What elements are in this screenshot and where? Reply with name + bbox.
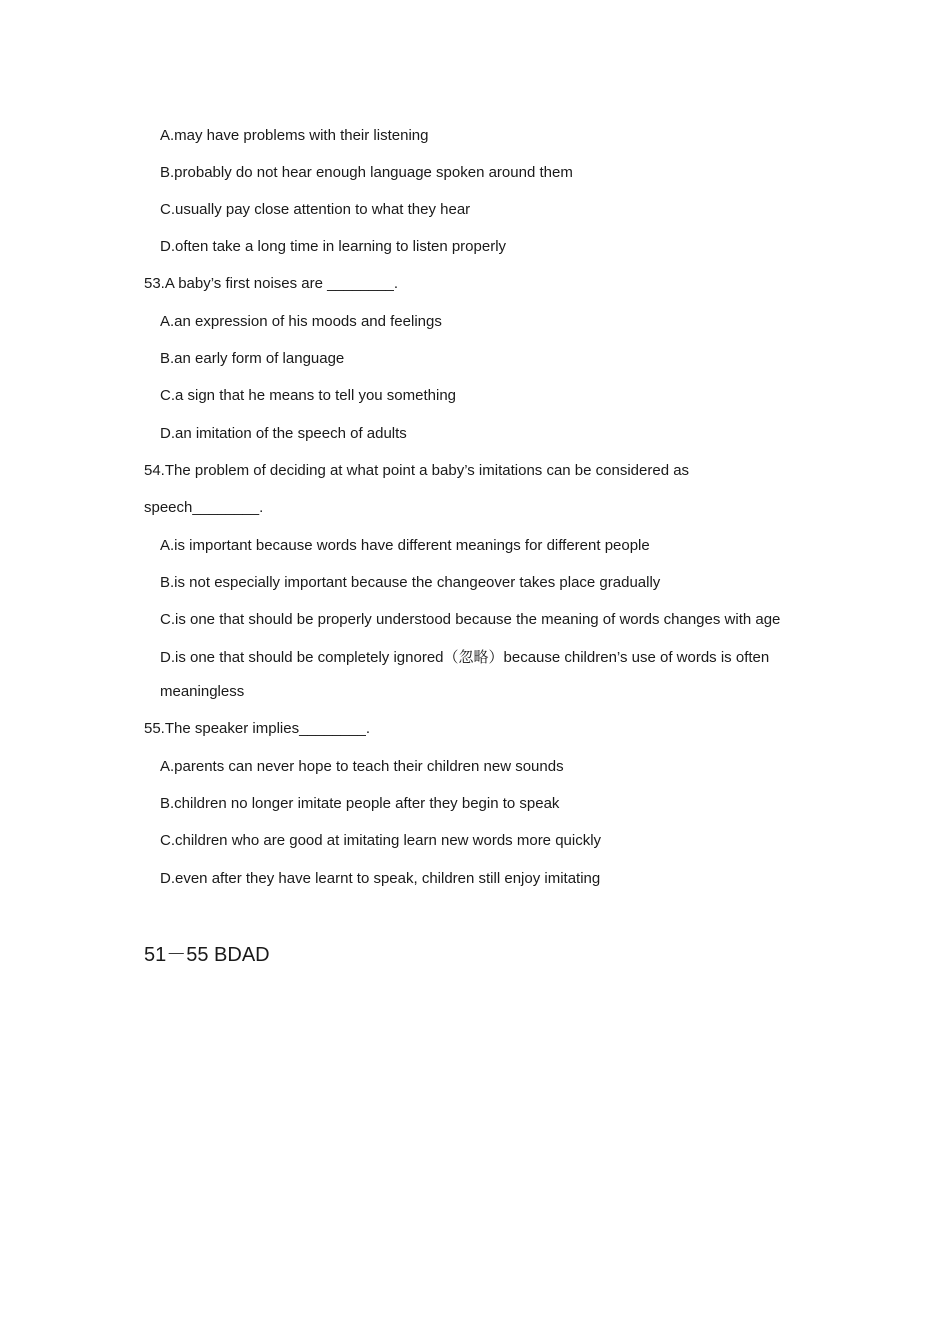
q53-option-a: A.an expression of his moods and feelings xyxy=(160,313,442,330)
q53-option-b: B.an early form of language xyxy=(160,350,345,367)
q54-stem-line2: speech________. xyxy=(144,499,264,516)
answer-key: 51－55 BDAD xyxy=(144,944,270,966)
q54-option-d-continuation: meaningless xyxy=(160,683,245,700)
q53-option-d: D.an imitation of the speech of adults xyxy=(160,425,407,442)
q52-option-b: B.probably do not hear enough language spoken around them xyxy=(160,164,573,181)
q54-option-a: A.is important because words have different meanings for different people xyxy=(160,537,650,554)
q53-stem: 53.A baby’s first noises are ________. xyxy=(144,275,399,292)
q54-option-c: C.is one that should be properly understood because the meaning of words changes with age xyxy=(160,611,781,628)
q53-option-c: C.a sign that he means to tell you something xyxy=(160,387,457,404)
q54-stem-line1: 54.The problem of deciding at what point a baby’s imitations can be considered as xyxy=(144,462,690,479)
q55-option-b: B.children no longer imitate people after they begin to speak xyxy=(160,795,560,812)
q52-option-d: D.often take a long time in learning to listen properly xyxy=(160,238,507,255)
q52-option-c: C.usually pay close attention to what they hear xyxy=(160,201,471,218)
q55-option-a: A.parents can never hope to teach their children new sounds xyxy=(160,758,564,775)
q54-option-d: D.is one that should be completely ignored（忽略）because children’s use of words is often xyxy=(160,649,770,666)
q52-option-a: A.may have problems with their listening xyxy=(160,127,429,144)
q55-option-c: C.children who are good at imitating learn new words more quickly xyxy=(160,832,602,849)
q55-stem: 55.The speaker implies________. xyxy=(144,720,370,737)
q54-option-b: B.is not especially important because the changeover takes place gradually xyxy=(160,574,661,591)
q55-option-d: D.even after they have learnt to speak, children still enjoy imitating xyxy=(160,870,601,887)
